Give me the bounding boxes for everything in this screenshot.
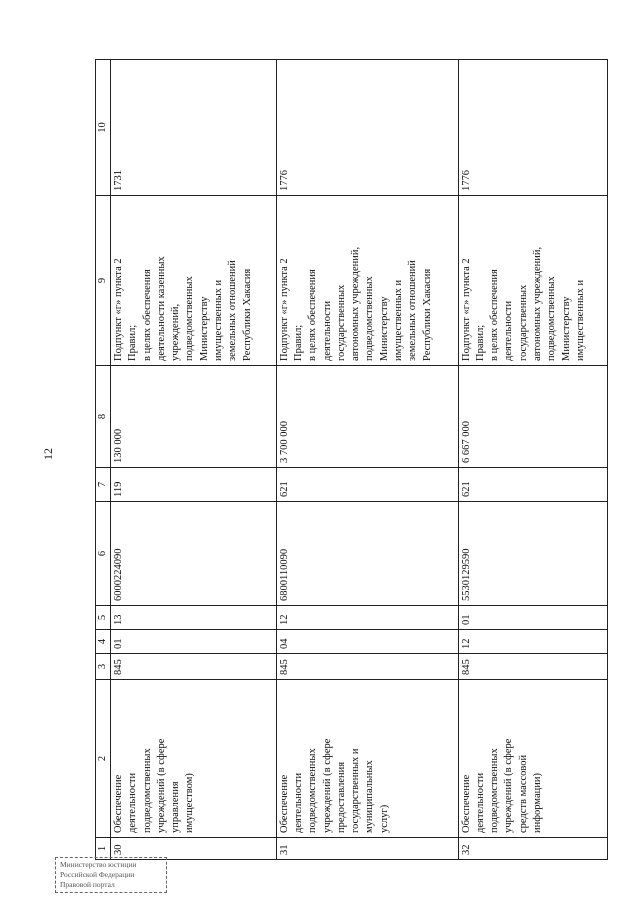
target-article-code: 6000224090	[111, 502, 277, 606]
row-number: 32	[458, 838, 607, 860]
basis-text: Подпункт «г» пункта 2 Правил; в целях обеспечения деятельности государственных автономных учреждений, подведомственных Министерству имущественных и	[458, 196, 607, 366]
expense-type-code: 621	[276, 468, 458, 502]
subsection-code: 13	[111, 606, 277, 630]
section-code: 04	[276, 630, 458, 654]
ministry-code: 845	[111, 654, 277, 680]
rotated-table-container	[95, 60, 608, 860]
table-row	[458, 60, 607, 860]
header-cell: 7	[96, 468, 111, 502]
ministry-code: 845	[458, 654, 607, 680]
header-cell: 5	[96, 606, 111, 630]
expense-name: Обеспечение деятельности подведомственных учреждений (в сфере средств массовой информации)	[458, 680, 607, 838]
target-article-code: 6800110090	[276, 502, 458, 606]
header-cell: 8	[96, 366, 111, 468]
row-number: 31	[276, 838, 458, 860]
amount: 130 000	[111, 366, 277, 468]
row-number: 30	[111, 838, 277, 860]
header-cell: 9	[96, 196, 111, 366]
basis-text: Подпункт «г» пункта 2 Правил; в целях обеспечения деятельности казенных учреждений, подведомственных Министерству имущественных и земельных отношений Республики Хакасия	[111, 196, 277, 366]
amount: 3 700 000	[276, 366, 458, 468]
subsection-code: 01	[458, 606, 607, 630]
registration-stamp: Министерство юстиции Российской Федерации Правовой портал	[55, 857, 167, 893]
ministry-code: 845	[276, 654, 458, 680]
code-value: 1776	[458, 60, 607, 196]
expense-name: Обеспечение деятельности подведомственных учреждений (в сфере управления имуществом)	[111, 680, 277, 838]
subsection-code: 12	[276, 606, 458, 630]
allocation-table	[95, 59, 608, 860]
code-value: 1776	[276, 60, 458, 196]
header-cell: 1	[96, 838, 111, 860]
header-cell: 3	[96, 654, 111, 680]
expense-type-code: 119	[111, 468, 277, 502]
header-row	[96, 60, 111, 860]
header-cell: 6	[96, 502, 111, 606]
basis-text: Подпункт «г» пункта 2 Правил; в целях обеспечения деятельности государственных автономных учреждений, подведомственных Министерству имущественных и земельных отношений Республики Хакасия	[276, 196, 458, 366]
page-number: 12	[41, 448, 55, 460]
expense-type-code: 621	[458, 468, 607, 502]
table-row	[276, 60, 458, 860]
code-value: 1731	[111, 60, 277, 196]
amount: 6 667 000	[458, 366, 607, 468]
header-cell: 10	[96, 60, 111, 196]
expense-name: Обеспечение деятельности подведомственных учреждений (в сфере предоставления государственных и муниципальных услуг)	[276, 680, 458, 838]
header-cell: 2	[96, 680, 111, 838]
header-cell: 4	[96, 630, 111, 654]
table-row	[111, 60, 277, 860]
section-code: 01	[111, 630, 277, 654]
section-code: 12	[458, 630, 607, 654]
target-article-code: 5530129590	[458, 502, 607, 606]
